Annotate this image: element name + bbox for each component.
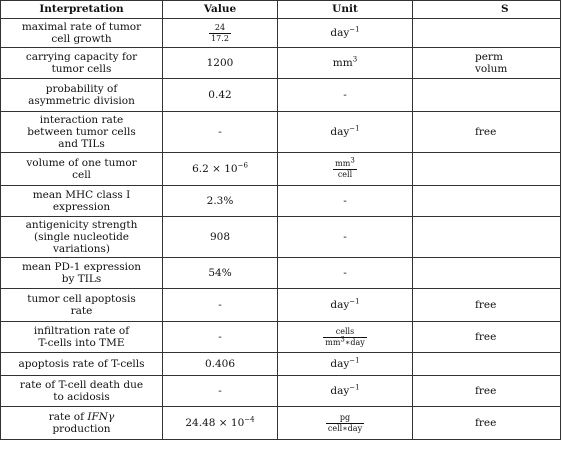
interpretation-line: cell growth [51,33,112,45]
interpretation-italic: IFNγ [87,410,115,423]
source-cell [413,258,561,289]
unit-base: day [330,298,350,311]
table-row [1,353,561,376]
source-cell [413,289,561,322]
interpretation-line: mean PD-1 expression [21,260,142,273]
source-cell [413,153,561,186]
unit-num-exponent: 3 [350,155,355,164]
unit-exponent: −1 [349,297,360,306]
source-cell [413,407,561,440]
interpretation-cell [1,322,163,353]
interpretation-line: apoptosis rate of T-cells [18,357,145,370]
fraction-numerator [326,414,364,424]
interpretation-line: rate [70,305,93,317]
unit-exponent: −1 [349,25,360,34]
value-text: - [218,330,222,343]
unit-cell [278,79,413,112]
value-cell [163,407,278,440]
interpretation-line: to acidosis [53,391,110,403]
unit-cell [278,112,413,153]
fraction-denominator [326,424,364,433]
table-row [1,322,561,353]
table-row [1,289,561,322]
interpretation-line: tumor cell apoptosis [27,292,136,305]
fraction-denominator [333,170,357,179]
unit-base: day [330,384,350,397]
unit-fraction [323,328,367,347]
interpretation-cell [1,79,163,112]
value-text: 54% [208,266,232,279]
unit-cell [278,289,413,322]
interpretation-cell [1,407,163,440]
value-text: 2.3% [206,194,234,207]
unit-den-base: mm [325,337,341,347]
unit-exponent: 3 [352,55,358,64]
interpretation-line: between tumor cells [27,125,136,138]
value-cell [163,217,278,258]
value-text: 0.406 [204,357,236,370]
table-row [1,258,561,289]
unit-cell [278,186,413,217]
header-value: Value [163,1,278,19]
fraction-numerator [323,328,367,338]
unit-base: day [330,125,350,138]
source-cell [413,48,561,79]
value-text: 908 [209,230,231,243]
interpretation-line: antigenicity strength [25,218,138,231]
source-text: free [475,298,497,311]
value-cell [163,153,278,186]
source-text: free [475,416,497,429]
table-row [1,79,561,112]
unit-exponent: −1 [349,383,360,392]
source-cell [413,353,561,376]
unit-base: mm [332,56,353,69]
unit-fraction [326,414,364,433]
interpretation-line: maximal rate of tumor [21,20,142,33]
interpretation-line: volume of one tumor [26,156,137,169]
interpretation-line: carrying capacity for [25,50,138,63]
value-cell [163,19,278,48]
table-row [1,376,561,407]
interpretation-cell [1,48,163,79]
value-text: - [218,384,222,397]
unit-cell [278,153,413,186]
source-line: volum [475,63,508,75]
unit-cell [278,217,413,258]
interpretation-line: rate of [48,410,88,423]
fraction-denominator [323,334,367,347]
value-cell [163,289,278,322]
header-interpretation: Interpretation [1,1,163,19]
fraction-numerator [333,155,357,170]
table-row [1,112,561,153]
unit-text: - [343,230,347,243]
fraction-numerator: 24 [209,24,231,34]
interpretation-line: by TILs [61,273,102,285]
unit-exponent: −1 [349,356,360,365]
value-text: - [218,298,222,311]
table-row [1,48,561,79]
unit-text: - [343,266,347,279]
value-text: - [218,125,222,138]
interpretation-cell [1,19,163,48]
unit-cell [278,322,413,353]
interpretation-line: interaction rate [39,113,124,126]
interpretation-line: infiltration rate of [33,324,130,337]
source-text: free [475,384,497,397]
fraction-denominator: 17.2 [211,33,229,43]
value-cell [163,112,278,153]
value-cell [163,258,278,289]
unit-cell [278,376,413,407]
interpretation-cell [1,217,163,258]
unit-base: day [330,26,350,39]
table-row [1,19,561,48]
value-exponent: −6 [237,161,248,170]
unit-cell [278,258,413,289]
unit-cell [278,19,413,48]
source-cell [413,217,561,258]
source-cell [413,112,561,153]
value-cell [163,376,278,407]
value-fraction [209,24,231,43]
unit-exponent: −1 [349,124,360,133]
unit-cell [278,353,413,376]
unit-den-exponent: 3 [340,334,345,343]
source-cell [413,19,561,48]
unit-cell [278,48,413,79]
table-row [1,186,561,217]
interpretation-line: mean MHC class I [32,188,131,201]
interpretation-line: production [52,423,111,435]
value-base: 24.48 × 10 [185,416,245,429]
source-cell [413,186,561,217]
value-text: 0.42 [208,88,232,101]
value-exponent: −4 [244,415,255,424]
table-row [1,153,561,186]
unit-fraction [333,155,357,179]
value-text: 1200 [206,56,234,69]
interpretation-line: T-cells into TME [38,337,125,349]
source-line: perm [475,50,503,63]
unit-text: - [343,88,347,101]
header-unit: Unit [278,1,413,19]
interpretation-line: tumor cells [51,63,112,75]
value-cell [163,322,278,353]
interpretation-line: rate of T-cell death due [19,378,144,391]
value-base: 6.2 × 10 [192,162,238,175]
unit-den-tail: ∗day [344,337,365,347]
interpretation-cell [1,112,163,153]
interpretation-line: asymmetric division [28,95,135,107]
header-source: S [413,1,561,19]
value-cell [163,79,278,112]
source-text: free [475,125,497,138]
table-row [1,407,561,440]
unit-num-base: cells [335,326,355,336]
value-cell [163,353,278,376]
value-cell [163,186,278,217]
unit-den: cell∗day [327,423,363,433]
interpretation-cell [1,289,163,322]
interpretation-cell [1,353,163,376]
interpretation-line: and TILs [58,138,105,151]
interpretation-cell [1,153,163,186]
unit-num-base: mm [335,158,351,168]
table-row [1,217,561,258]
interpretation-cell [1,376,163,407]
value-cell [163,48,278,79]
source-cell [413,322,561,353]
unit-num-base: pg [339,412,351,422]
source-text: free [475,330,497,343]
source-cell [413,79,561,112]
interpretation-line: cell [72,169,91,181]
interpretation-cell [1,186,163,217]
table-header-row [1,1,561,19]
interpretation-line: expression [52,201,111,213]
interpretation-cell [1,258,163,289]
unit-text: - [343,194,347,207]
table-body [1,19,561,440]
interpretation-line: probability of [45,82,118,95]
interpretation-line: variations) [53,243,110,256]
interpretation-line: (single nucleotide [33,230,130,243]
source-cell [413,376,561,407]
unit-den: cell [337,169,353,179]
unit-cell [278,407,413,440]
unit-base: day [330,357,350,370]
